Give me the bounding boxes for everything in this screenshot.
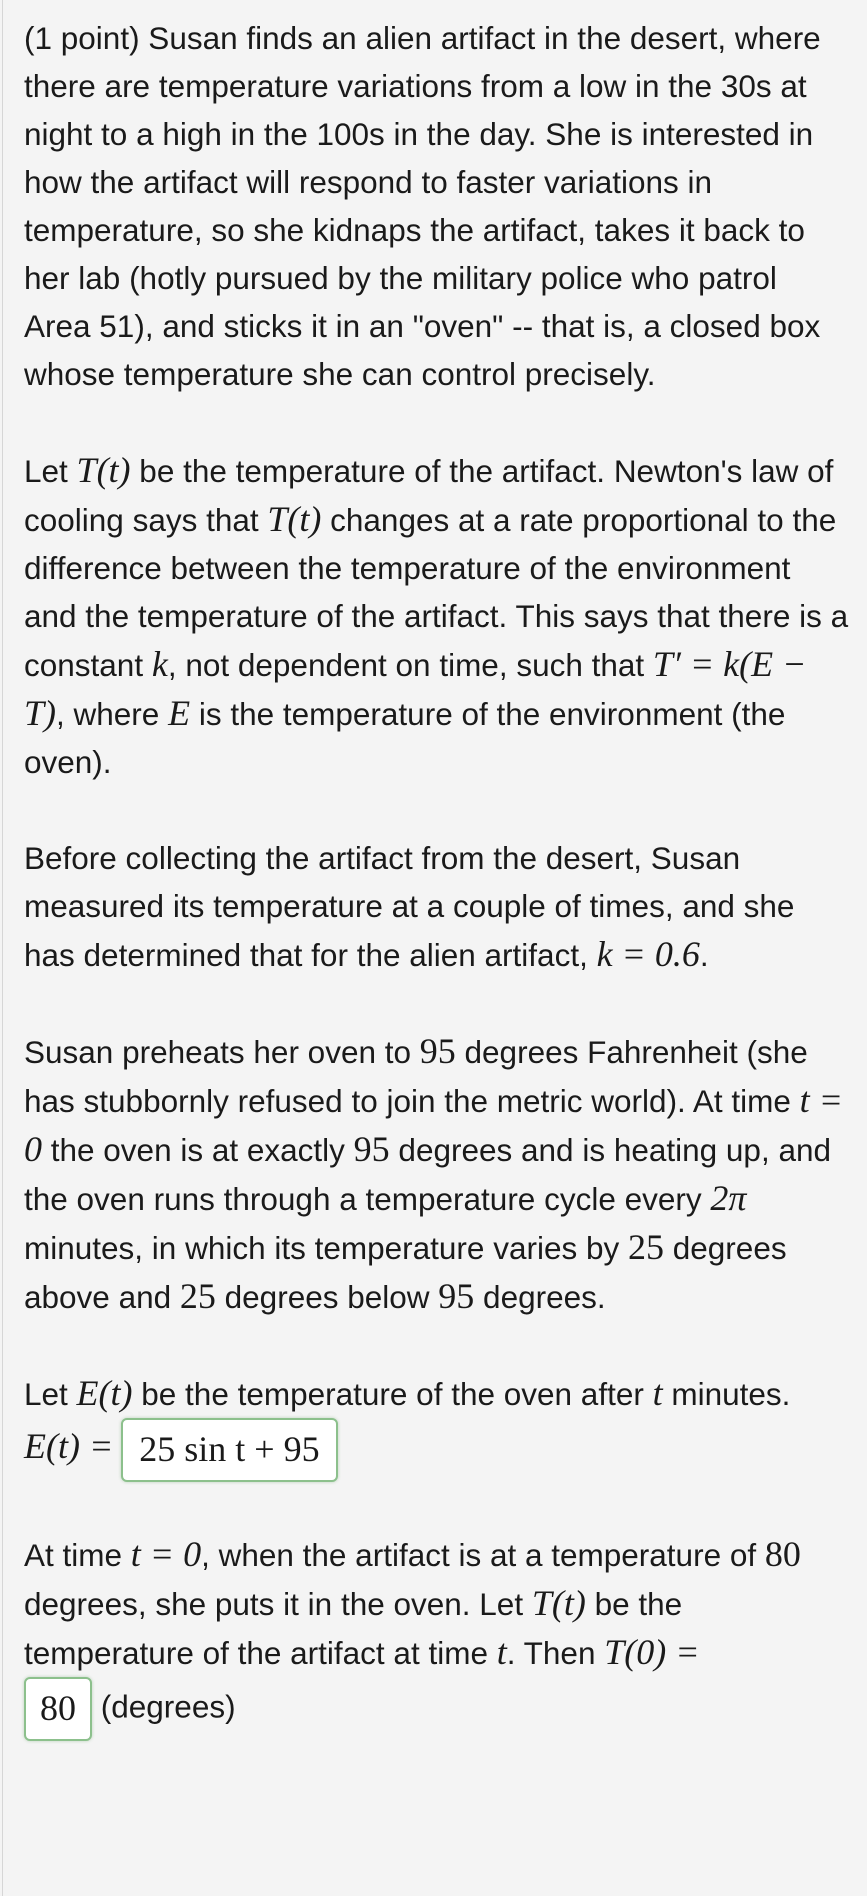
math-t-zero: t = 0 [130,1534,202,1574]
math-95: 95 [353,1129,390,1169]
math-k-value: k = 0.6 [596,934,700,974]
math-95: 95 [419,1031,456,1071]
math-95: 95 [438,1276,475,1316]
left-border [2,0,3,1896]
math-E-of-t: E(t) [76,1373,133,1413]
math-T-zero: T(0) = [604,1632,700,1672]
oven-function-answer-box[interactable]: 25 sin t + 95 [121,1418,337,1482]
newton-law-paragraph: Let T(t) be the temperature of the artifact. Newton's law of cooling says that T(t) changes at a rate proportional to the difference between the temperature of the environment and the temperature of the artifact. This says that there is a constant k, not dependent on time, such that T′ = k(E − T), where E is the temperature of the environment (the oven). [24,450,849,780]
math-2pi: 2π [710,1178,747,1218]
oven-function-paragraph: Let E(t) be the temperature of the oven after t minutes. E(t) = 25 sin t + 95 [24,1369,850,1482]
math-t: t [652,1373,663,1413]
oven-paragraph: Susan preheats her oven to 95 degrees Fahrenheit (she has stubbornly refused to join the metric world). At time t = 0 the oven is at exactly 95 degrees and is heating up, and the oven runs through a temperature cycle every 2π minutes, in which its temperature varies by 25 degrees above and 25 degrees below 95 degrees. [24,1031,843,1316]
math-ode: T′ = k(E − T) [24,644,807,733]
math-T-of-t: T(t) [267,499,322,539]
math-25: 25 [179,1276,216,1316]
initial-answer-line [24,1677,850,1741]
constant-k-paragraph: Before collecting the artifact from the desert, Susan measured its temperature at a couple of times, and she has determined that for the alien artifact, k = 0.6. [24,840,795,974]
eq-label-E: E(t) = [24,1426,114,1467]
math-t-zero: t = 0 [24,1080,843,1169]
math-T-of-t: T(t) [531,1583,586,1623]
initial-temp-paragraph: At time t = 0, when the artifact is at a temperature of 80 degrees, she puts it in the oven. Let T(t) be the temperature of the artifact at time t. Then T(0) = 80 (degrees) [24,1530,850,1741]
unit-label: (degrees) [100,1688,236,1725]
intro-paragraph: (1 point) Susan finds an alien artifact in the desert, where there are temperature variations from a low in the 30s at night to a high in the 100s in the day. She is interested in how the artifact will respond to faster variations in temperature, so she kidnaps the artifact, takes it back to her lab (hotly pursued by the military police who patrol Area 51), and sticks it in an "oven" -- that is, a closed box whose temperature she can control precisely. [24,20,821,392]
math-k: k [151,644,168,684]
problem-content [24,14,850,1741]
math-25: 25 [628,1227,664,1267]
math-T-of-t: T(t) [76,450,131,490]
math-80: 80 [764,1534,801,1574]
oven-answer-line [24,1418,850,1482]
math-t: t [496,1632,507,1672]
math-E: E [168,693,191,733]
initial-temp-answer-box[interactable]: 80 [24,1677,92,1741]
